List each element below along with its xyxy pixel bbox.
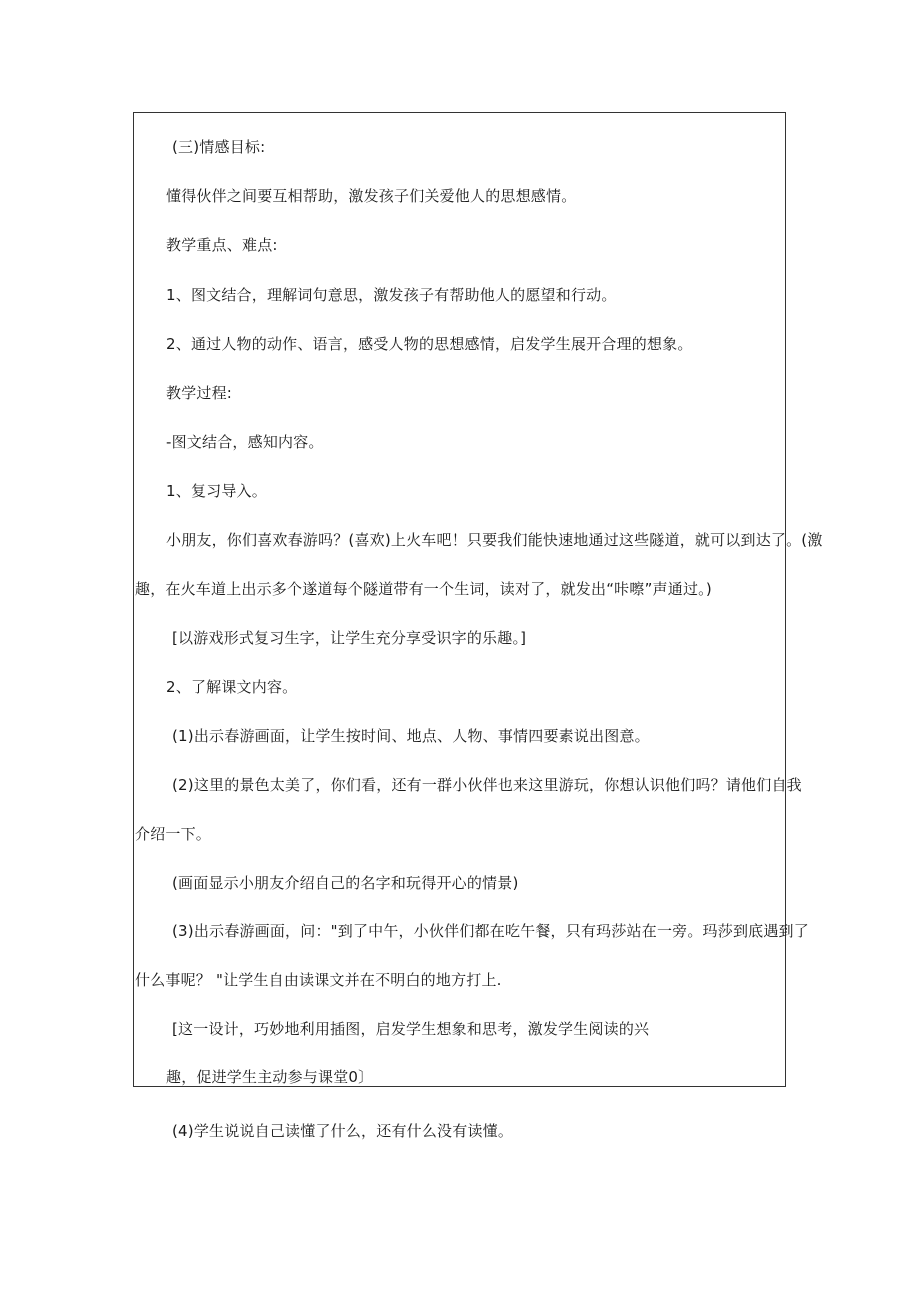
note-screen-display: (画面显示小朋友介绍自己的名字和玩得开心的情景) [172, 874, 519, 892]
list-item-key-point-2: 2、通过人物的动作、语言，感受人物的思想感情，启发学生展开合理的想象。 [166, 335, 693, 353]
list-item-key-point-1: 1、图文结合，理解词句意思，激发孩子有帮助他人的愿望和行动。 [166, 286, 617, 304]
step-understand-text: 2、了解课文内容。 [166, 678, 298, 696]
substep-2: (2)这里的景色太美了，你们看，还有一群小伙伴也来这里游玩，你想认识他们吗？请他们自我 [172, 776, 802, 794]
section-heading-part-1: -图文结合，感知内容。 [166, 433, 324, 451]
substep-2-continued: 介绍一下。 [135, 825, 212, 843]
substep-3: (3)出示春游画面，问："到了中午，小伙伴们都在吃午餐，只有玛莎站在一旁。玛莎到底遇到了 [172, 922, 809, 940]
step-review-intro: 1、复习导入。 [166, 482, 267, 500]
heading-teaching-process: 教学过程: [166, 384, 233, 402]
substep-3-continued: 什么事呢？ "让学生自由读课文并在不明白的地方打上. [135, 971, 502, 989]
note-design: [这一设计，巧妙地利用插图，启发学生想象和思考，激发学生阅读的兴 [172, 1020, 650, 1038]
heading-emotional-goals: (三)情感目标: [172, 138, 266, 156]
paragraph-review-text-continued: 趣，在火车道上出示多个遂道每个隧道带有一个生词，读对了，就发出“咔嚓”声通过。) [135, 580, 712, 598]
paragraph-review-text: 小朋友，你们喜欢春游吗？(喜欢)上火车吧！只要我们能快速地通过这些隧道，就可以到达了。(激 [166, 531, 823, 549]
note-design-continued: 趣，促进学生主动参与课堂0〕 [166, 1068, 374, 1086]
substep-1: (1)出示春游画面，让学生按时间、地点、人物、事情四要素说出图意。 [172, 727, 650, 745]
note-game-review: [以游戏形式复习生字，让学生充分享受识字的乐趣。] [172, 629, 527, 647]
substep-4: (4)学生说说自己读懂了什么，还有什么没有读懂。 [172, 1122, 514, 1140]
heading-key-points: 教学重点、难点: [166, 236, 278, 254]
paragraph-goal-text: 懂得伙伴之间要互相帮助，激发孩子们关爱他人的思想感情。 [166, 187, 577, 205]
